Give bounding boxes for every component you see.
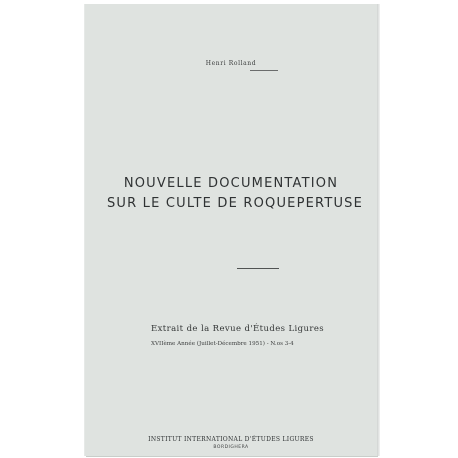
publisher-city: BORDIGHERA xyxy=(213,445,249,450)
author-underline xyxy=(250,70,278,71)
title-line-2: SUR LE CULTE DE ROQUEPERTUSE xyxy=(106,196,364,211)
title-line-1: NOUVELLE DOCUMENTATION xyxy=(123,176,339,191)
document-page xyxy=(85,4,377,456)
issue-line: XVIIème Année (Juillet-Décembre 1951) - N.os 3-4 xyxy=(151,341,294,347)
extract-line: Extrait de la Revue d'Études Ligures xyxy=(151,324,325,334)
publisher-institute: INSTITUT INTERNATIONAL D'ÉTUDES LIGURES xyxy=(148,436,314,443)
divider-rule xyxy=(237,268,279,269)
author-name: Henri Rolland xyxy=(205,60,257,67)
